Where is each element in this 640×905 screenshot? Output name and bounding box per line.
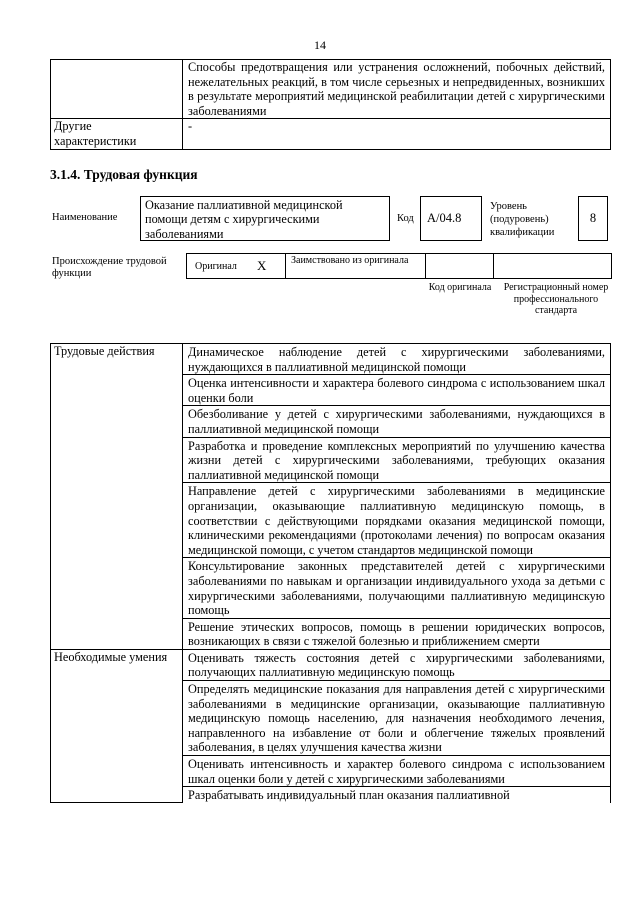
list-item: Разработка и проведение комплексных мероприятий по улучшению качества жизни детей с хирургическими заболеваниями, требующих оказания паллиативной медицинской помощи	[183, 437, 611, 483]
section-heading: 3.1.4. Трудовая функция	[50, 167, 198, 182]
required-skills-label: Необходимые умения	[51, 649, 183, 802]
main-table	[50, 343, 611, 803]
row-label: Другие характеристики	[51, 119, 183, 149]
row-label	[51, 60, 183, 119]
list-item: Обезболивание у детей с хирургическими заболеваниями, нуждающихся в паллиативной медицинской помощи	[183, 406, 611, 437]
page-number: 14	[314, 38, 326, 52]
function-code-box: A/04.8	[420, 196, 482, 241]
function-name-box: Оказание паллиативной медицинской помощи детям с хирургическими заболеваниями	[140, 196, 390, 241]
top-table	[50, 59, 611, 150]
table-row	[51, 119, 611, 149]
list-item: Оценивать тяжесть состояния детей с хирургическими заболеваниями, получающих паллиативную медицинскую помощь	[183, 649, 611, 680]
reg-caption: Регистрационный номер профессионального стандарта	[503, 282, 609, 316]
list-item: Направление детей с хирургическими заболеваниями в медицинские организации, оказывающие паллиативную медицинскую помощь, в соответствии с действующими порядками оказания медицинской помощи, клиническими рекомендациями (протоколами лечения) по вопросам оказания медицинской помощи, с учетом стандартов медицинской помощи	[183, 483, 611, 558]
original-label: Оригинал	[195, 261, 237, 272]
origin-label: Происхождение трудовой функции	[52, 256, 167, 279]
row-text: Способы предотвращения или устранения осложнений, побочных действий, нежелательных реакций, в том числе серьезных и непредвиденных, возникших в результате мероприятий медицинской реабилитации детей с хирургическими заболеваниями	[183, 60, 611, 119]
row-text: -	[183, 119, 611, 149]
divider	[493, 254, 494, 278]
table-row	[51, 60, 611, 119]
origin-box	[186, 253, 612, 279]
divider	[425, 254, 426, 278]
level-label: Уровень (подуровень) квалификации	[490, 201, 555, 238]
name-label: Наименование	[52, 212, 118, 223]
list-item: Оценка интенсивности и характера болевого синдрома с использованием шкал оценки боли	[183, 375, 611, 406]
divider	[285, 254, 286, 278]
borrowed-label: Заимствовано из оригинала	[291, 255, 409, 266]
list-item: Динамическое наблюдение детей с хирургическими заболеваниями, нуждающихся в паллиативной медицинской помощи	[183, 344, 611, 375]
level-box: 8	[578, 196, 608, 241]
list-item: Решение этических вопросов, помощь в решении юридических вопросов, возникающих в связи с тяжелой болезнью и приближением смерти	[183, 618, 611, 649]
list-item: Определять медицинские показания для направления детей с хирургическими заболеваниями в медицинские организации, оказывающие паллиативную медицинскую помощь населению, для назначения необходимого лечения, направленного на избавление от боли и облегчение тяжелых проявлений заболевания, в целях улучшения качества жизни	[183, 681, 611, 756]
table-row	[51, 649, 611, 680]
table-row	[51, 344, 611, 375]
code-caption: Код оригинала	[428, 282, 492, 293]
list-item: Оценивать интенсивность и характер болевого синдрома с использованием шкал оценки боли у детей с хирургическими заболеваниями	[183, 756, 611, 787]
labor-actions-label: Трудовые действия	[51, 344, 183, 650]
original-mark: X	[257, 258, 267, 273]
list-item: Разрабатывать индивидуальный план оказания паллиативной	[183, 787, 611, 803]
list-item: Консультирование законных представителей детей с хирургическими заболеваниями по навыкам и организации индивидуального ухода за детьми с хирургическими заболеваниями, получающими паллиативную медицинскую помощь	[183, 558, 611, 618]
code-label: Код	[397, 213, 414, 224]
